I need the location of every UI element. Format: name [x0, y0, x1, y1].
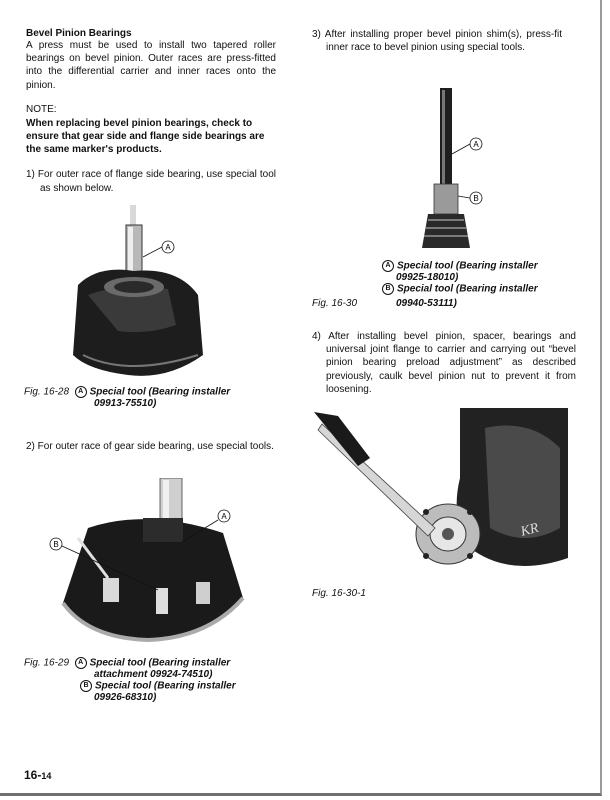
- fig-16-29-line-b1: Special tool (Bearing installer: [95, 680, 236, 692]
- intro-paragraph: A press must be used to install two tapered roller bearings on bevel pinion. Outer races are press-fitted into the differential carrier and inner races onto the pinion.: [26, 40, 276, 91]
- fig-16-30-number: Fig. 16-30: [312, 298, 358, 309]
- fig-16-29-caption: [24, 657, 294, 703]
- step-2-text: 2) For outer race of gear side bearing, use special tools.: [26, 441, 274, 452]
- section-heading: Bevel Pinion Bearings: [26, 28, 132, 39]
- fig-16-30-1-caption: [312, 588, 366, 599]
- fig-16-30-line-b1: Special tool (Bearing installer: [397, 283, 538, 295]
- fig-16-29-line-a2: attachment 09924-74510): [94, 669, 213, 680]
- photo-label-a: A: [473, 140, 479, 149]
- fig-16-30-callouts: [382, 260, 592, 295]
- fig-16-29-number: Fig. 16-29: [24, 657, 70, 669]
- svg-text:KR: KR: [519, 520, 541, 540]
- marker-a-badge: A: [75, 657, 87, 669]
- photo-label-b: B: [53, 540, 59, 549]
- page-number-main: 16-: [24, 768, 42, 782]
- marker-a-badge: A: [382, 260, 394, 272]
- page-number-sub: 14: [41, 771, 52, 781]
- fig-16-29-photo: [48, 478, 248, 646]
- fig-16-29-line-a1: Special tool (Bearing installer: [89, 657, 231, 669]
- fig-16-28-line1: Special tool (Bearing installer: [89, 386, 231, 398]
- fig-16-30-line-a1: Special tool (Bearing installer: [397, 260, 538, 272]
- note-text: When replacing bevel pinion bearings, check to ensure that gear side and flange side bearings are the same marker's products.: [26, 117, 265, 156]
- fig-16-30-line-b2: 09940-53111): [396, 298, 457, 309]
- fig-16-28-number: Fig. 16-28: [24, 386, 70, 398]
- fig-16-30-line-a2: 09925-18010): [396, 272, 459, 283]
- fig-16-28-line2: 09913-75510): [94, 398, 157, 409]
- fig-16-30-1-number: Fig. 16-30-1: [312, 588, 366, 599]
- marker-b-badge: B: [382, 283, 394, 295]
- step-3-text: 3) After installing proper bevel pinion shim(s), press-fit inner race to bevel pinion using special tools.: [312, 29, 562, 54]
- photo-label-a: A: [221, 512, 227, 521]
- step-4-text: 4) After installing bevel pinion, spacer, bearings and universal joint flange to carrier and carrying out “bevel pinion bearing preload adjustment” as described previously, caulk bevel pinion nut to prevent it from loosening.: [312, 331, 576, 395]
- fig-16-30-photo: [410, 88, 500, 256]
- photo-label-a: A: [165, 243, 171, 252]
- marker-a-badge: A: [75, 386, 87, 398]
- fig-16-29-line-b2: 09926-68310): [94, 692, 157, 703]
- fig-16-28-caption: [24, 386, 284, 409]
- fig-16-30-1-photo: [310, 408, 568, 578]
- step-1-text: 1) For outer race of flange side bearing, use special tool as shown below.: [26, 169, 276, 194]
- page-number: [24, 768, 51, 782]
- left-column: [26, 28, 276, 195]
- right-column: [312, 28, 562, 54]
- note-label: NOTE:: [26, 103, 57, 115]
- fig-16-28-photo: [58, 205, 208, 383]
- photo-label-b: B: [473, 194, 479, 203]
- marker-b-badge: B: [80, 680, 92, 692]
- fig-16-30-caption: [312, 298, 592, 309]
